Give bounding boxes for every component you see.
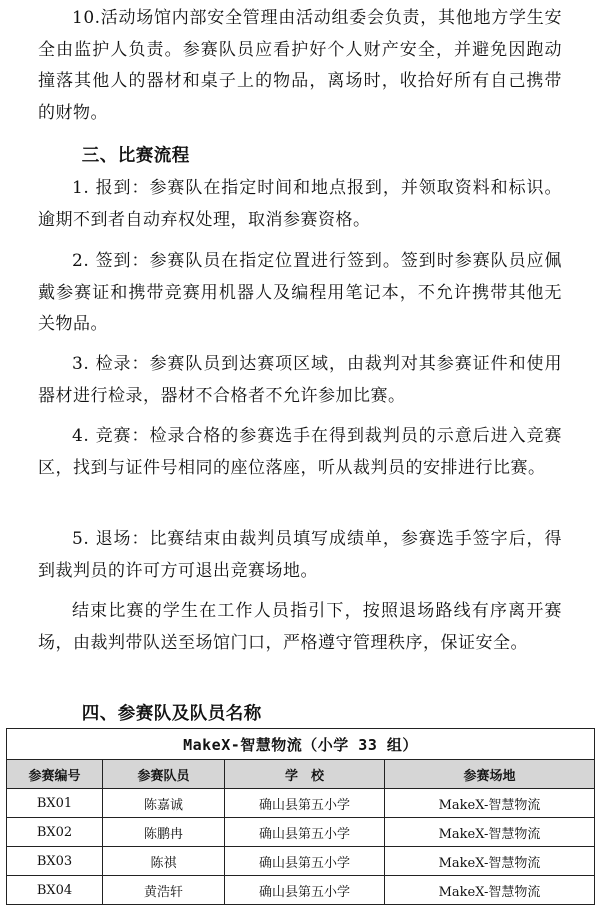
team-table-container (6, 728, 594, 905)
column-header-member: 参赛队员 (103, 760, 225, 789)
paragraph-step-4-competition: 4. 竞赛：检录合格的参赛选手在得到裁判员的示意后进入竞赛区，找到与证件号相同的座位落座，听从裁判员的安排进行比赛。 (38, 426, 562, 478)
paragraph-exit-guidance: 结束比赛的学生在工作人员指引下，按照退场路线有序离开赛场，由裁判带队送至场馆门口，严格遵守管理秩序，保证安全。 (38, 601, 562, 653)
cell-member: 陈祺 (103, 847, 225, 876)
column-header-id: 参赛编号 (7, 760, 103, 789)
cell-member: 陈嘉诚 (103, 789, 225, 818)
section-heading-teams: 四、参赛队及队员名称 (81, 704, 262, 724)
cell-venue: MakeX-智慧物流 (385, 789, 595, 818)
column-header-venue: 参赛场地 (385, 760, 595, 789)
cell-school: 确山县第五小学 (225, 789, 385, 818)
table-header-row (7, 760, 595, 789)
cell-venue: MakeX-智慧物流 (385, 876, 595, 905)
cell-member: 陈鹏冉 (103, 818, 225, 847)
cell-id: BX03 (7, 847, 103, 876)
paragraph-step-5-exit: 5. 退场：比赛结束由裁判员填写成绩单，参赛选手签字后，得到裁判员的许可方可退出竞赛场地。 (38, 529, 562, 581)
cell-venue: MakeX-智慧物流 (385, 818, 595, 847)
column-header-school: 学 校 (225, 760, 385, 789)
section-heading-competition-process: 三、比赛流程 (81, 146, 190, 166)
cell-school: 确山县第五小学 (225, 847, 385, 876)
team-table (6, 728, 595, 905)
table-row (7, 818, 595, 847)
table-row (7, 876, 595, 905)
cell-id: BX02 (7, 818, 103, 847)
cell-id: BX04 (7, 876, 103, 905)
cell-id: BX01 (7, 789, 103, 818)
cell-school: 确山县第五小学 (225, 818, 385, 847)
cell-member: 黄浩轩 (103, 876, 225, 905)
table-caption: MakeX-智慧物流（小学 33 组） (7, 729, 595, 760)
paragraph-step-1-checkin: 1. 报到：参赛队在指定时间和地点报到，并领取资料和标识。逾期不到者自动弃权处理，取消参赛资格。 (38, 178, 562, 230)
paragraph-safety-rule-10: 10.活动场馆内部安全管理由活动组委会负责，其他地方学生安全由监护人负责。参赛队员应看护好个人财产安全，并避免因跑动撞落其他人的器材和桌子上的物品，离场时，收拾好所有自己携带的财物。 (38, 8, 562, 123)
cell-venue: MakeX-智慧物流 (385, 847, 595, 876)
table-row (7, 789, 595, 818)
table-row (7, 847, 595, 876)
paragraph-step-2-signin: 2. 签到：参赛队员在指定位置进行签到。签到时参赛队员应佩戴参赛证和携带竞赛用机器人及编程用笔记本，不允许携带其他无关物品。 (38, 251, 562, 335)
paragraph-step-3-inspection: 3. 检录：参赛队员到达赛项区域，由裁判对其参赛证件和使用器材进行检录，器材不合格者不允许参加比赛。 (38, 354, 562, 406)
cell-school: 确山县第五小学 (225, 876, 385, 905)
